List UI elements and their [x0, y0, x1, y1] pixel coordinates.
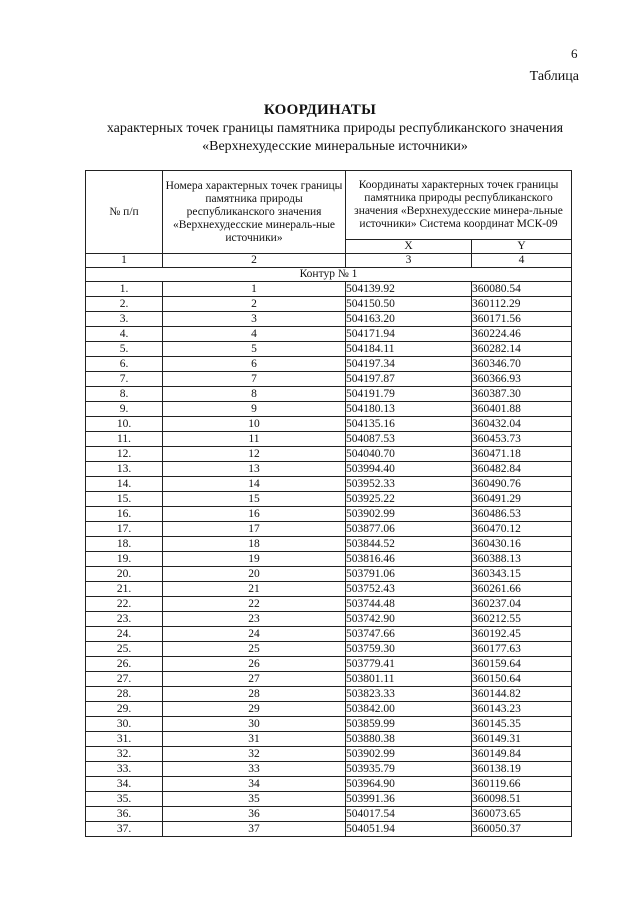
header-points: Номера характерных точек границы памятника природы республиканского значения «Верхнехудесские минераль-ные источники»: [163, 171, 346, 254]
coord-y: 360138.19: [472, 762, 572, 777]
point-number: 36: [163, 807, 346, 822]
column-number-4: 4: [472, 254, 572, 268]
row-index: 20.: [86, 567, 163, 582]
row-index: 30.: [86, 717, 163, 732]
point-number: 17: [163, 522, 346, 537]
coord-y: 360237.04: [472, 597, 572, 612]
coord-x: 504139.92: [346, 282, 472, 297]
coord-y: 360470.12: [472, 522, 572, 537]
coord-y: 360388.13: [472, 552, 572, 567]
table-row: [86, 627, 572, 642]
table-row: [86, 582, 572, 597]
row-index: 27.: [86, 672, 163, 687]
coord-y: 360486.53: [472, 507, 572, 522]
table-row: [86, 762, 572, 777]
coord-x: 503742.90: [346, 612, 472, 627]
header-coordinates: Координаты характерных точек границы памятника природы республиканского значения «Верхнехудесские минера-льные источники» Система координат МСК-09: [346, 171, 572, 240]
point-number: 23: [163, 612, 346, 627]
row-index: 15.: [86, 492, 163, 507]
table-row: [86, 357, 572, 372]
row-index: 33.: [86, 762, 163, 777]
table-row: [86, 702, 572, 717]
table-row: [86, 822, 572, 837]
row-index: 36.: [86, 807, 163, 822]
header-number: № п/п: [86, 171, 163, 254]
coord-y: 360430.16: [472, 537, 572, 552]
document-title: КООРДИНАТЫ: [263, 102, 377, 118]
coord-x: 503964.90: [346, 777, 472, 792]
point-number: 12: [163, 447, 346, 462]
table-row: [86, 732, 572, 747]
coord-x: 503842.00: [346, 702, 472, 717]
coord-y: 360453.73: [472, 432, 572, 447]
column-number-2: 2: [163, 254, 346, 268]
row-index: 21.: [86, 582, 163, 597]
table-row: [86, 477, 572, 492]
point-number: 15: [163, 492, 346, 507]
coord-y: 360261.66: [472, 582, 572, 597]
point-number: 25: [163, 642, 346, 657]
point-number: 30: [163, 717, 346, 732]
point-number: 10: [163, 417, 346, 432]
row-index: 16.: [86, 507, 163, 522]
coord-x: 503902.99: [346, 747, 472, 762]
point-number: 3: [163, 312, 346, 327]
row-index: 37.: [86, 822, 163, 837]
row-index: 29.: [86, 702, 163, 717]
contour-label: Контур № 1: [86, 268, 572, 282]
coord-y: 360432.04: [472, 417, 572, 432]
row-index: 5.: [86, 342, 163, 357]
coord-y: 360171.56: [472, 312, 572, 327]
row-index: 18.: [86, 537, 163, 552]
row-index: 19.: [86, 552, 163, 567]
point-number: 29: [163, 702, 346, 717]
point-number: 2: [163, 297, 346, 312]
coord-y: 360149.31: [472, 732, 572, 747]
row-index: 14.: [86, 477, 163, 492]
coord-x: 503902.99: [346, 507, 472, 522]
coord-y: 360282.14: [472, 342, 572, 357]
coord-y: 360112.29: [472, 297, 572, 312]
coord-y: 360401.88: [472, 402, 572, 417]
coord-x: 503759.30: [346, 642, 472, 657]
table-row: [86, 387, 572, 402]
point-number: 11: [163, 432, 346, 447]
row-index: 3.: [86, 312, 163, 327]
row-index: 2.: [86, 297, 163, 312]
row-index: 17.: [86, 522, 163, 537]
point-number: 33: [163, 762, 346, 777]
point-number: 20: [163, 567, 346, 582]
coord-x: 504040.70: [346, 447, 472, 462]
coord-x: 503816.46: [346, 552, 472, 567]
table-label: Таблица: [529, 69, 579, 84]
column-number-3: 3: [346, 254, 472, 268]
coord-y: 360050.37: [472, 822, 572, 837]
table-row: [86, 672, 572, 687]
table-row: [86, 312, 572, 327]
point-number: 35: [163, 792, 346, 807]
point-number: 7: [163, 372, 346, 387]
table-row: [86, 687, 572, 702]
row-index: 31.: [86, 732, 163, 747]
row-index: 13.: [86, 462, 163, 477]
table-row: [86, 432, 572, 447]
point-number: 13: [163, 462, 346, 477]
row-index: 24.: [86, 627, 163, 642]
coord-x: 504180.13: [346, 402, 472, 417]
coord-x: 503935.79: [346, 762, 472, 777]
coord-y: 360482.84: [472, 462, 572, 477]
coord-x: 504197.34: [346, 357, 472, 372]
row-index: 34.: [86, 777, 163, 792]
table-row: [86, 537, 572, 552]
point-number: 14: [163, 477, 346, 492]
point-number: 24: [163, 627, 346, 642]
coord-x: 503844.52: [346, 537, 472, 552]
coord-y: 360490.76: [472, 477, 572, 492]
coord-x: 503880.38: [346, 732, 472, 747]
coord-x: 504184.11: [346, 342, 472, 357]
coord-x: 503752.43: [346, 582, 472, 597]
coord-y: 360149.84: [472, 747, 572, 762]
table-row: [86, 567, 572, 582]
row-index: 10.: [86, 417, 163, 432]
point-number: 28: [163, 687, 346, 702]
table-row: [86, 597, 572, 612]
table-row: [86, 417, 572, 432]
coord-x: 504051.94: [346, 822, 472, 837]
coord-x: 503801.11: [346, 672, 472, 687]
row-index: 35.: [86, 792, 163, 807]
row-index: 22.: [86, 597, 163, 612]
row-index: 28.: [86, 687, 163, 702]
table-row: [86, 777, 572, 792]
table-row: [86, 552, 572, 567]
point-number: 37: [163, 822, 346, 837]
table-row: [86, 792, 572, 807]
coord-y: 360150.64: [472, 672, 572, 687]
table-row: [86, 297, 572, 312]
coord-x: 503994.40: [346, 462, 472, 477]
coord-x: 504191.79: [346, 387, 472, 402]
table-body: [86, 282, 572, 837]
coordinates-table: [85, 170, 572, 837]
row-index: 32.: [86, 747, 163, 762]
coord-x: 503823.33: [346, 687, 472, 702]
coord-x: 503925.22: [346, 492, 472, 507]
point-number: 8: [163, 387, 346, 402]
coord-y: 360343.15: [472, 567, 572, 582]
point-number: 26: [163, 657, 346, 672]
point-number: 1: [163, 282, 346, 297]
coord-y: 360098.51: [472, 792, 572, 807]
table-row: [86, 282, 572, 297]
coord-x: 504017.54: [346, 807, 472, 822]
table-row: [86, 462, 572, 477]
coord-y: 360119.66: [472, 777, 572, 792]
coord-y: 360212.55: [472, 612, 572, 627]
point-number: 4: [163, 327, 346, 342]
table-row: [86, 747, 572, 762]
table-row: [86, 642, 572, 657]
point-number: 5: [163, 342, 346, 357]
table-row: [86, 372, 572, 387]
row-index: 1.: [86, 282, 163, 297]
document-subtitle: характерных точек границы памятника природы республиканского значения «Верхнехудесские минеральные источники»: [106, 121, 564, 154]
coord-x: 503859.99: [346, 717, 472, 732]
table-row: [86, 507, 572, 522]
coord-y: 360177.63: [472, 642, 572, 657]
coord-y: 360159.64: [472, 657, 572, 672]
table-row: [86, 447, 572, 462]
coord-y: 360144.82: [472, 687, 572, 702]
row-index: 7.: [86, 372, 163, 387]
coord-x: 504163.20: [346, 312, 472, 327]
table-row: [86, 717, 572, 732]
table-row: [86, 522, 572, 537]
coord-x: 503877.06: [346, 522, 472, 537]
point-number: 9: [163, 402, 346, 417]
table-row: [86, 612, 572, 627]
table-row: [86, 402, 572, 417]
page-number: 6: [571, 46, 578, 61]
coord-y: 360145.35: [472, 717, 572, 732]
coord-y: 360143.23: [472, 702, 572, 717]
row-index: 8.: [86, 387, 163, 402]
header-y: Y: [472, 240, 572, 254]
table-row: [86, 492, 572, 507]
coord-x: 504087.53: [346, 432, 472, 447]
coord-x: 504150.50: [346, 297, 472, 312]
coord-y: 360491.29: [472, 492, 572, 507]
point-number: 32: [163, 747, 346, 762]
table-row: [86, 327, 572, 342]
coord-x: 504135.16: [346, 417, 472, 432]
coord-x: 503747.66: [346, 627, 472, 642]
table-row: [86, 807, 572, 822]
coord-x: 503744.48: [346, 597, 472, 612]
row-index: 25.: [86, 642, 163, 657]
coord-x: 504171.94: [346, 327, 472, 342]
coord-y: 360471.18: [472, 447, 572, 462]
point-number: 27: [163, 672, 346, 687]
table-row: [86, 342, 572, 357]
header-x: X: [346, 240, 472, 254]
table-row: [86, 657, 572, 672]
point-number: 18: [163, 537, 346, 552]
coord-x: 503952.33: [346, 477, 472, 492]
point-number: 34: [163, 777, 346, 792]
point-number: 19: [163, 552, 346, 567]
row-index: 12.: [86, 447, 163, 462]
row-index: 9.: [86, 402, 163, 417]
point-number: 21: [163, 582, 346, 597]
point-number: 6: [163, 357, 346, 372]
coord-x: 503991.36: [346, 792, 472, 807]
coord-x: 503791.06: [346, 567, 472, 582]
coord-x: 503779.41: [346, 657, 472, 672]
point-number: 31: [163, 732, 346, 747]
row-index: 6.: [86, 357, 163, 372]
row-index: 23.: [86, 612, 163, 627]
row-index: 4.: [86, 327, 163, 342]
coord-y: 360224.46: [472, 327, 572, 342]
row-index: 26.: [86, 657, 163, 672]
coord-y: 360387.30: [472, 387, 572, 402]
coord-y: 360192.45: [472, 627, 572, 642]
coord-x: 504197.87: [346, 372, 472, 387]
coord-y: 360080.54: [472, 282, 572, 297]
point-number: 16: [163, 507, 346, 522]
coord-y: 360346.70: [472, 357, 572, 372]
point-number: 22: [163, 597, 346, 612]
row-index: 11.: [86, 432, 163, 447]
column-number-1: 1: [86, 254, 163, 268]
coord-y: 360366.93: [472, 372, 572, 387]
coord-y: 360073.65: [472, 807, 572, 822]
